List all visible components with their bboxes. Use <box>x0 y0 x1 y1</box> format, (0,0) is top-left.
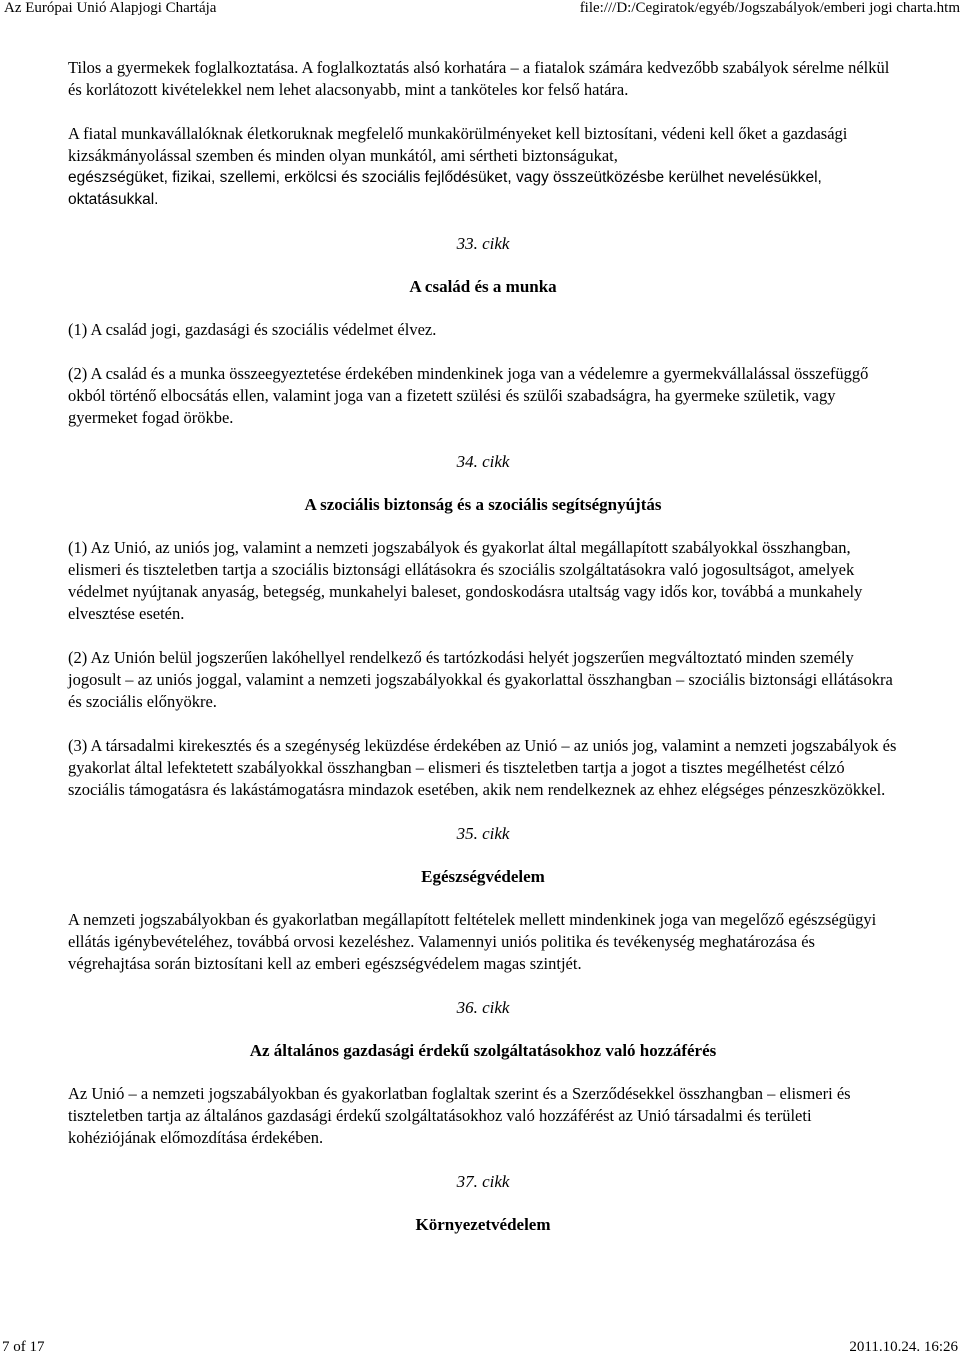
page-number: 7 of 17 <box>2 1339 45 1355</box>
article-34-number: 34. cikk <box>456 452 510 471</box>
print-datetime: 2011.10.24. 16:26 <box>849 1339 958 1355</box>
article-35-number: 35. cikk <box>456 824 510 843</box>
article-33-number: 33. cikk <box>456 234 510 253</box>
article-36-title: Az általános gazdasági érdekű szolgáltatásokhoz való hozzáférés <box>249 1041 717 1060</box>
article-34-title: A szociális biztonság és a szociális segítségnyújtás <box>304 495 662 514</box>
article-33-paragraph-2: (2) A család és a munka összeegyeztetése érdekében mindenkinek joga van a védelemre a gyermekvállalással összefüggő okból történő elbocsátás ellen, valamint joga van a fizetett szülési és szülői szabadságra, ha gyermeke születik, vagy gyermeket fogad örökbe. <box>68 364 869 427</box>
article-33-title: A család és a munka <box>409 277 557 296</box>
paragraph-young-workers-2: egészségüket, fizikai, szellemi, erkölcsi és szociális fejlődésüket, vagy összeütközésbe kerülhet nevelésükkel, oktatásukkal. <box>68 169 822 208</box>
article-35-paragraph: A nemzeti jogszabályokban és gyakorlatban megállapított feltételek mellett mindenkinek joga van megelőző egészségügyi ellátás igénybevételéhez, továbbá orvosi kezeléshez. Valamennyi uniós politika és tevékenység meghatározása és végrehajtása során biztosítani kell az emberi egészségvédelem magas szintjét. <box>68 910 877 973</box>
article-37-title: Környezetvédelem <box>415 1215 551 1234</box>
document-title: Az Európai Unió Alapjogi Chartája <box>4 0 217 16</box>
document-body <box>68 57 898 1257</box>
article-34-paragraph-2: (2) Az Unión belül jogszerűen lakóhellyel rendelkező és tartózkodási helyét jogszerűen megváltoztató minden személy jogosult – az uniós joggal, valamint a nemzeti jogszabályokkal és gyakorlattal összhangban – szociális biztonsági ellátásokra és szociális előnyökre. <box>68 648 893 711</box>
article-35-title: Egészségvédelem <box>421 867 545 886</box>
file-path: file:///D:/Cegiratok/egyéb/Jogszabályok/emberi jogi charta.htm <box>579 0 960 16</box>
article-34-paragraph-1: (1) Az Unió, az uniós jog, valamint a nemzeti jogszabályok és gyakorlat által megállapított szabályokkal összhangban, elismeri és tiszteletben tartja a szociális biztonsági ellátásokra és szociális szolgáltatásokra való jogosultságot, amelyek védelmet nyújtanak anyaság, betegség, munkahelyi baleset, gondoskodásra utaltság vagy idős kor, továbbá a munkahely elvesztése esetén. <box>68 538 863 623</box>
paragraph-young-workers-1: A fiatal munkavállalóknak életkoruknak megfelelő munkakörülményeket kell biztosítani, védeni kell őket a gazdasági kizsákmányolással szemben és minden olyan munkától, ami sértheti biztonságukat, <box>68 124 848 165</box>
paragraph-child-labour: Tilos a gyermekek foglalkoztatása. A foglalkoztatás alsó korhatára – a fiatalok számára kedvezőbb szabályok sérelme nélkül és korlátozott kivételekkel nem lehet alacsonyabb, mint a tanköteles kor felső határa. <box>68 58 890 99</box>
article-34-paragraph-3: (3) A társadalmi kirekesztés és a szegénység leküzdése érdekében az Unió – az uniós jog, valamint a nemzeti jogszabályok és gyakorlat által lefektetett szabályokkal összhangban – elismeri és tiszteletben tartja a jogot a tisztes megélhetést célzó szociális támogatásra és lakástámogatásra mindazok esetében, akik nem rendelkeznek az ehhez elégséges pénzeszközökkel. <box>68 736 897 799</box>
article-36-number: 36. cikk <box>456 998 510 1017</box>
article-37-number: 37. cikk <box>456 1172 510 1191</box>
article-36-paragraph: Az Unió – a nemzeti jogszabályokban és gyakorlatban foglaltak szerint és a Szerződésekkel összhangban – elismeri és tiszteletben tartja az általános gazdasági érdekű szolgáltatásokhoz való hozzáférést az Unió társadalmi és területi kohéziójának előmozdítása érdekében. <box>68 1084 851 1147</box>
article-33-paragraph-1: (1) A család jogi, gazdasági és szociális védelmet élvez. <box>68 320 437 339</box>
